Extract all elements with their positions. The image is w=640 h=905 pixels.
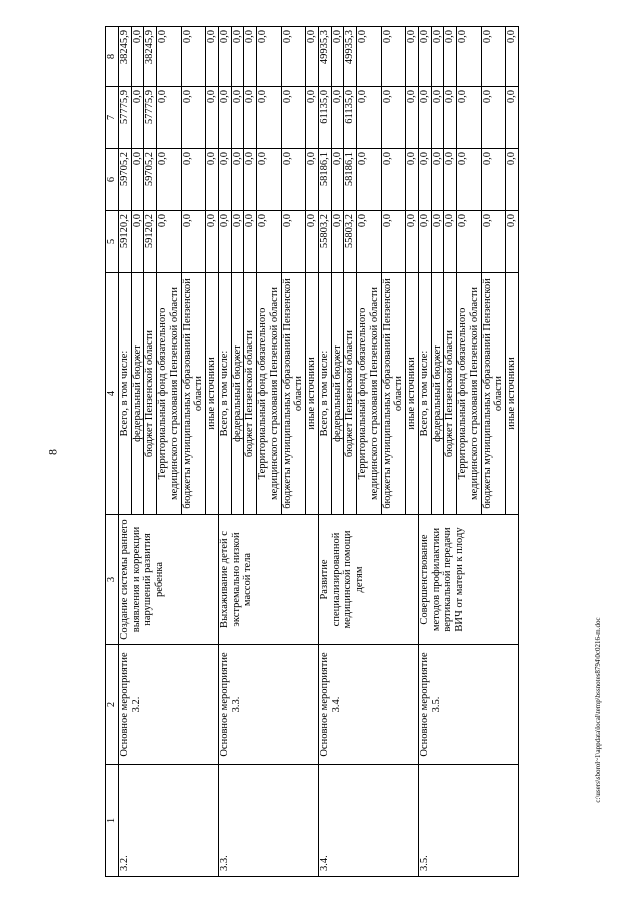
amount-cell: 55803,2 [318, 211, 331, 273]
amount-cell: 0,0 [444, 149, 457, 211]
footer-file-path: c:\users\sborol~1\appdata\local\temp\bssnotes8794\0c0216-m.doc [594, 617, 602, 803]
amount-cell: 0,0 [257, 149, 282, 211]
amount-cell: 0,0 [444, 211, 457, 273]
block-number: 3.2. [118, 765, 218, 877]
column-number: 4 [106, 273, 119, 515]
funding-source: бюджеты муниципальных образований Пензенской области [181, 273, 206, 515]
block-name: Совершенствование методов профилактики вертикальной передачи ВИЧ от матери к плоду [418, 515, 518, 645]
amount-cell: 0,0 [131, 27, 144, 87]
amount-cell: 0,0 [444, 27, 457, 87]
amount-cell: 57775,9 [144, 87, 157, 149]
amount-cell: 61135,0 [318, 87, 331, 149]
column-number: 5 [106, 211, 119, 273]
amount-cell: 0,0 [357, 149, 382, 211]
amount-cell: 0,0 [418, 211, 431, 273]
amount-cell: 0,0 [206, 211, 219, 273]
block-type: Основное мероприятие 3.3. [218, 645, 318, 765]
amount-cell: 0,0 [131, 87, 144, 149]
amount-cell: 58186,1 [318, 149, 331, 211]
amount-cell: 0,0 [331, 149, 344, 211]
amount-cell: 0,0 [231, 211, 244, 273]
funding-source: бюджет Пензенской области [444, 273, 457, 515]
amount-cell: 0,0 [257, 87, 282, 149]
amount-cell: 0,0 [381, 87, 406, 149]
amount-cell: 0,0 [257, 27, 282, 87]
funding-source: федеральный бюджет [131, 273, 144, 515]
amount-cell: 0,0 [357, 211, 382, 273]
amount-cell: 0,0 [406, 211, 419, 273]
amount-cell: 0,0 [281, 211, 306, 273]
amount-cell: 0,0 [281, 149, 306, 211]
column-number-row [106, 27, 119, 877]
amount-cell: 0,0 [181, 211, 206, 273]
amount-cell: 0,0 [418, 27, 431, 87]
funding-source: бюджет Пензенской области [244, 273, 257, 515]
amount-cell: 0,0 [357, 27, 382, 87]
table-row [418, 27, 431, 877]
funding-source: Территориальный фонд обязательного медицинского страхования Пензенской области [257, 273, 282, 515]
amount-cell: 0,0 [481, 87, 506, 149]
amount-cell: 0,0 [457, 211, 482, 273]
column-number: 1 [106, 765, 119, 877]
amount-cell: 61135,0 [344, 87, 357, 149]
funding-source: иные источники [506, 273, 519, 515]
column-number: 8 [106, 27, 119, 87]
amount-cell: 38245,9 [118, 27, 131, 87]
amount-cell: 0,0 [406, 27, 419, 87]
amount-cell: 0,0 [281, 87, 306, 149]
amount-cell: 0,0 [481, 211, 506, 273]
funding-source: иные источники [406, 273, 419, 515]
funding-source: Всего, в том числе: [118, 273, 131, 515]
amount-cell: 0,0 [218, 211, 231, 273]
amount-cell: 0,0 [431, 149, 444, 211]
amount-cell: 0,0 [257, 211, 282, 273]
amount-cell: 0,0 [457, 149, 482, 211]
amount-cell: 0,0 [131, 211, 144, 273]
amount-cell: 0,0 [306, 211, 319, 273]
page-number: 8 [45, 449, 60, 455]
funding-source: бюджеты муниципальных образований Пензенской области [481, 273, 506, 515]
funding-source: Всего, в том числе: [418, 273, 431, 515]
amount-cell: 49935,3 [318, 27, 331, 87]
funding-source: бюджеты муниципальных образований Пензенской области [381, 273, 406, 515]
amount-cell: 0,0 [218, 87, 231, 149]
funding-source: Территориальный фонд обязательного медицинского страхования Пензенской области [157, 273, 182, 515]
funding-source: Всего, в том числе: [218, 273, 231, 515]
amount-cell: 0,0 [506, 149, 519, 211]
amount-cell: 59705,2 [144, 149, 157, 211]
funding-source: федеральный бюджет [431, 273, 444, 515]
amount-cell: 49935,3 [344, 27, 357, 87]
amount-cell: 0,0 [218, 149, 231, 211]
amount-cell: 59705,2 [118, 149, 131, 211]
column-number: 2 [106, 645, 119, 765]
amount-cell: 0,0 [181, 149, 206, 211]
table-row [118, 27, 131, 877]
funding-source: бюджеты муниципальных образований Пензенской области [281, 273, 306, 515]
amount-cell: 0,0 [506, 87, 519, 149]
funding-source: Всего, в том числе: [318, 273, 331, 515]
amount-cell: 0,0 [306, 27, 319, 87]
amount-cell: 0,0 [181, 27, 206, 87]
amount-cell: 0,0 [481, 149, 506, 211]
amount-cell: 0,0 [431, 87, 444, 149]
amount-cell: 0,0 [431, 27, 444, 87]
amount-cell: 59120,2 [118, 211, 131, 273]
amount-cell: 55803,2 [344, 211, 357, 273]
amount-cell: 0,0 [406, 149, 419, 211]
amount-cell: 0,0 [306, 87, 319, 149]
amount-cell: 0,0 [157, 211, 182, 273]
funding-source: Территориальный фонд обязательного медицинского страхования Пензенской области [457, 273, 482, 515]
amount-cell: 0,0 [206, 149, 219, 211]
column-number: 6 [106, 149, 119, 211]
amount-cell: 0,0 [418, 87, 431, 149]
amount-cell: 0,0 [131, 149, 144, 211]
amount-cell: 0,0 [157, 87, 182, 149]
amount-cell: 0,0 [457, 27, 482, 87]
amount-cell: 0,0 [244, 87, 257, 149]
amount-cell: 0,0 [244, 149, 257, 211]
amount-cell: 57775,9 [118, 87, 131, 149]
amount-cell: 0,0 [418, 149, 431, 211]
amount-cell: 0,0 [357, 87, 382, 149]
block-number: 3.5. [418, 765, 518, 877]
block-name: Создание системы раннего выявления и коррекции нарушений развития ребенка [118, 515, 218, 645]
column-number: 7 [106, 87, 119, 149]
amount-cell: 38245,9 [144, 27, 157, 87]
funding-source: иные источники [306, 273, 319, 515]
funding-table [105, 26, 519, 877]
rotated-page [105, 27, 585, 877]
funding-source: Территориальный фонд обязательного медицинского страхования Пензенской области [357, 273, 382, 515]
amount-cell: 0,0 [231, 149, 244, 211]
block-type: Основное мероприятие 3.2. [118, 645, 218, 765]
block-number: 3.4. [318, 765, 418, 877]
amount-cell: 58186,1 [344, 149, 357, 211]
table-row [318, 27, 331, 877]
funding-source: бюджет Пензенской области [344, 273, 357, 515]
block-number: 3.3. [218, 765, 318, 877]
funding-source: иные источники [206, 273, 219, 515]
block-name: Развитие специализированной медицинской помощи детям [318, 515, 418, 645]
amount-cell: 0,0 [157, 149, 182, 211]
amount-cell: 0,0 [331, 27, 344, 87]
block-name: Выхаживание детей с экстремально низкой массой тела [218, 515, 318, 645]
amount-cell: 0,0 [157, 27, 182, 87]
amount-cell: 0,0 [331, 87, 344, 149]
block-type: Основное мероприятие 3.5. [418, 645, 518, 765]
funding-source: бюджет Пензенской области [144, 273, 157, 515]
amount-cell: 0,0 [381, 149, 406, 211]
amount-cell: 0,0 [381, 27, 406, 87]
amount-cell: 0,0 [281, 27, 306, 87]
table-row [218, 27, 231, 877]
amount-cell: 0,0 [444, 87, 457, 149]
amount-cell: 0,0 [506, 27, 519, 87]
amount-cell: 59120,2 [144, 211, 157, 273]
amount-cell: 0,0 [406, 87, 419, 149]
amount-cell: 0,0 [244, 211, 257, 273]
amount-cell: 0,0 [206, 27, 219, 87]
amount-cell: 0,0 [331, 211, 344, 273]
block-type: Основное мероприятие 3.4. [318, 645, 418, 765]
amount-cell: 0,0 [231, 87, 244, 149]
amount-cell: 0,0 [306, 149, 319, 211]
amount-cell: 0,0 [481, 27, 506, 87]
amount-cell: 0,0 [431, 211, 444, 273]
amount-cell: 0,0 [231, 27, 244, 87]
amount-cell: 0,0 [206, 87, 219, 149]
amount-cell: 0,0 [506, 211, 519, 273]
funding-source: федеральный бюджет [331, 273, 344, 515]
amount-cell: 0,0 [457, 87, 482, 149]
amount-cell: 0,0 [244, 27, 257, 87]
amount-cell: 0,0 [218, 27, 231, 87]
funding-source: федеральный бюджет [231, 273, 244, 515]
amount-cell: 0,0 [181, 87, 206, 149]
amount-cell: 0,0 [381, 211, 406, 273]
column-number: 3 [106, 515, 119, 645]
